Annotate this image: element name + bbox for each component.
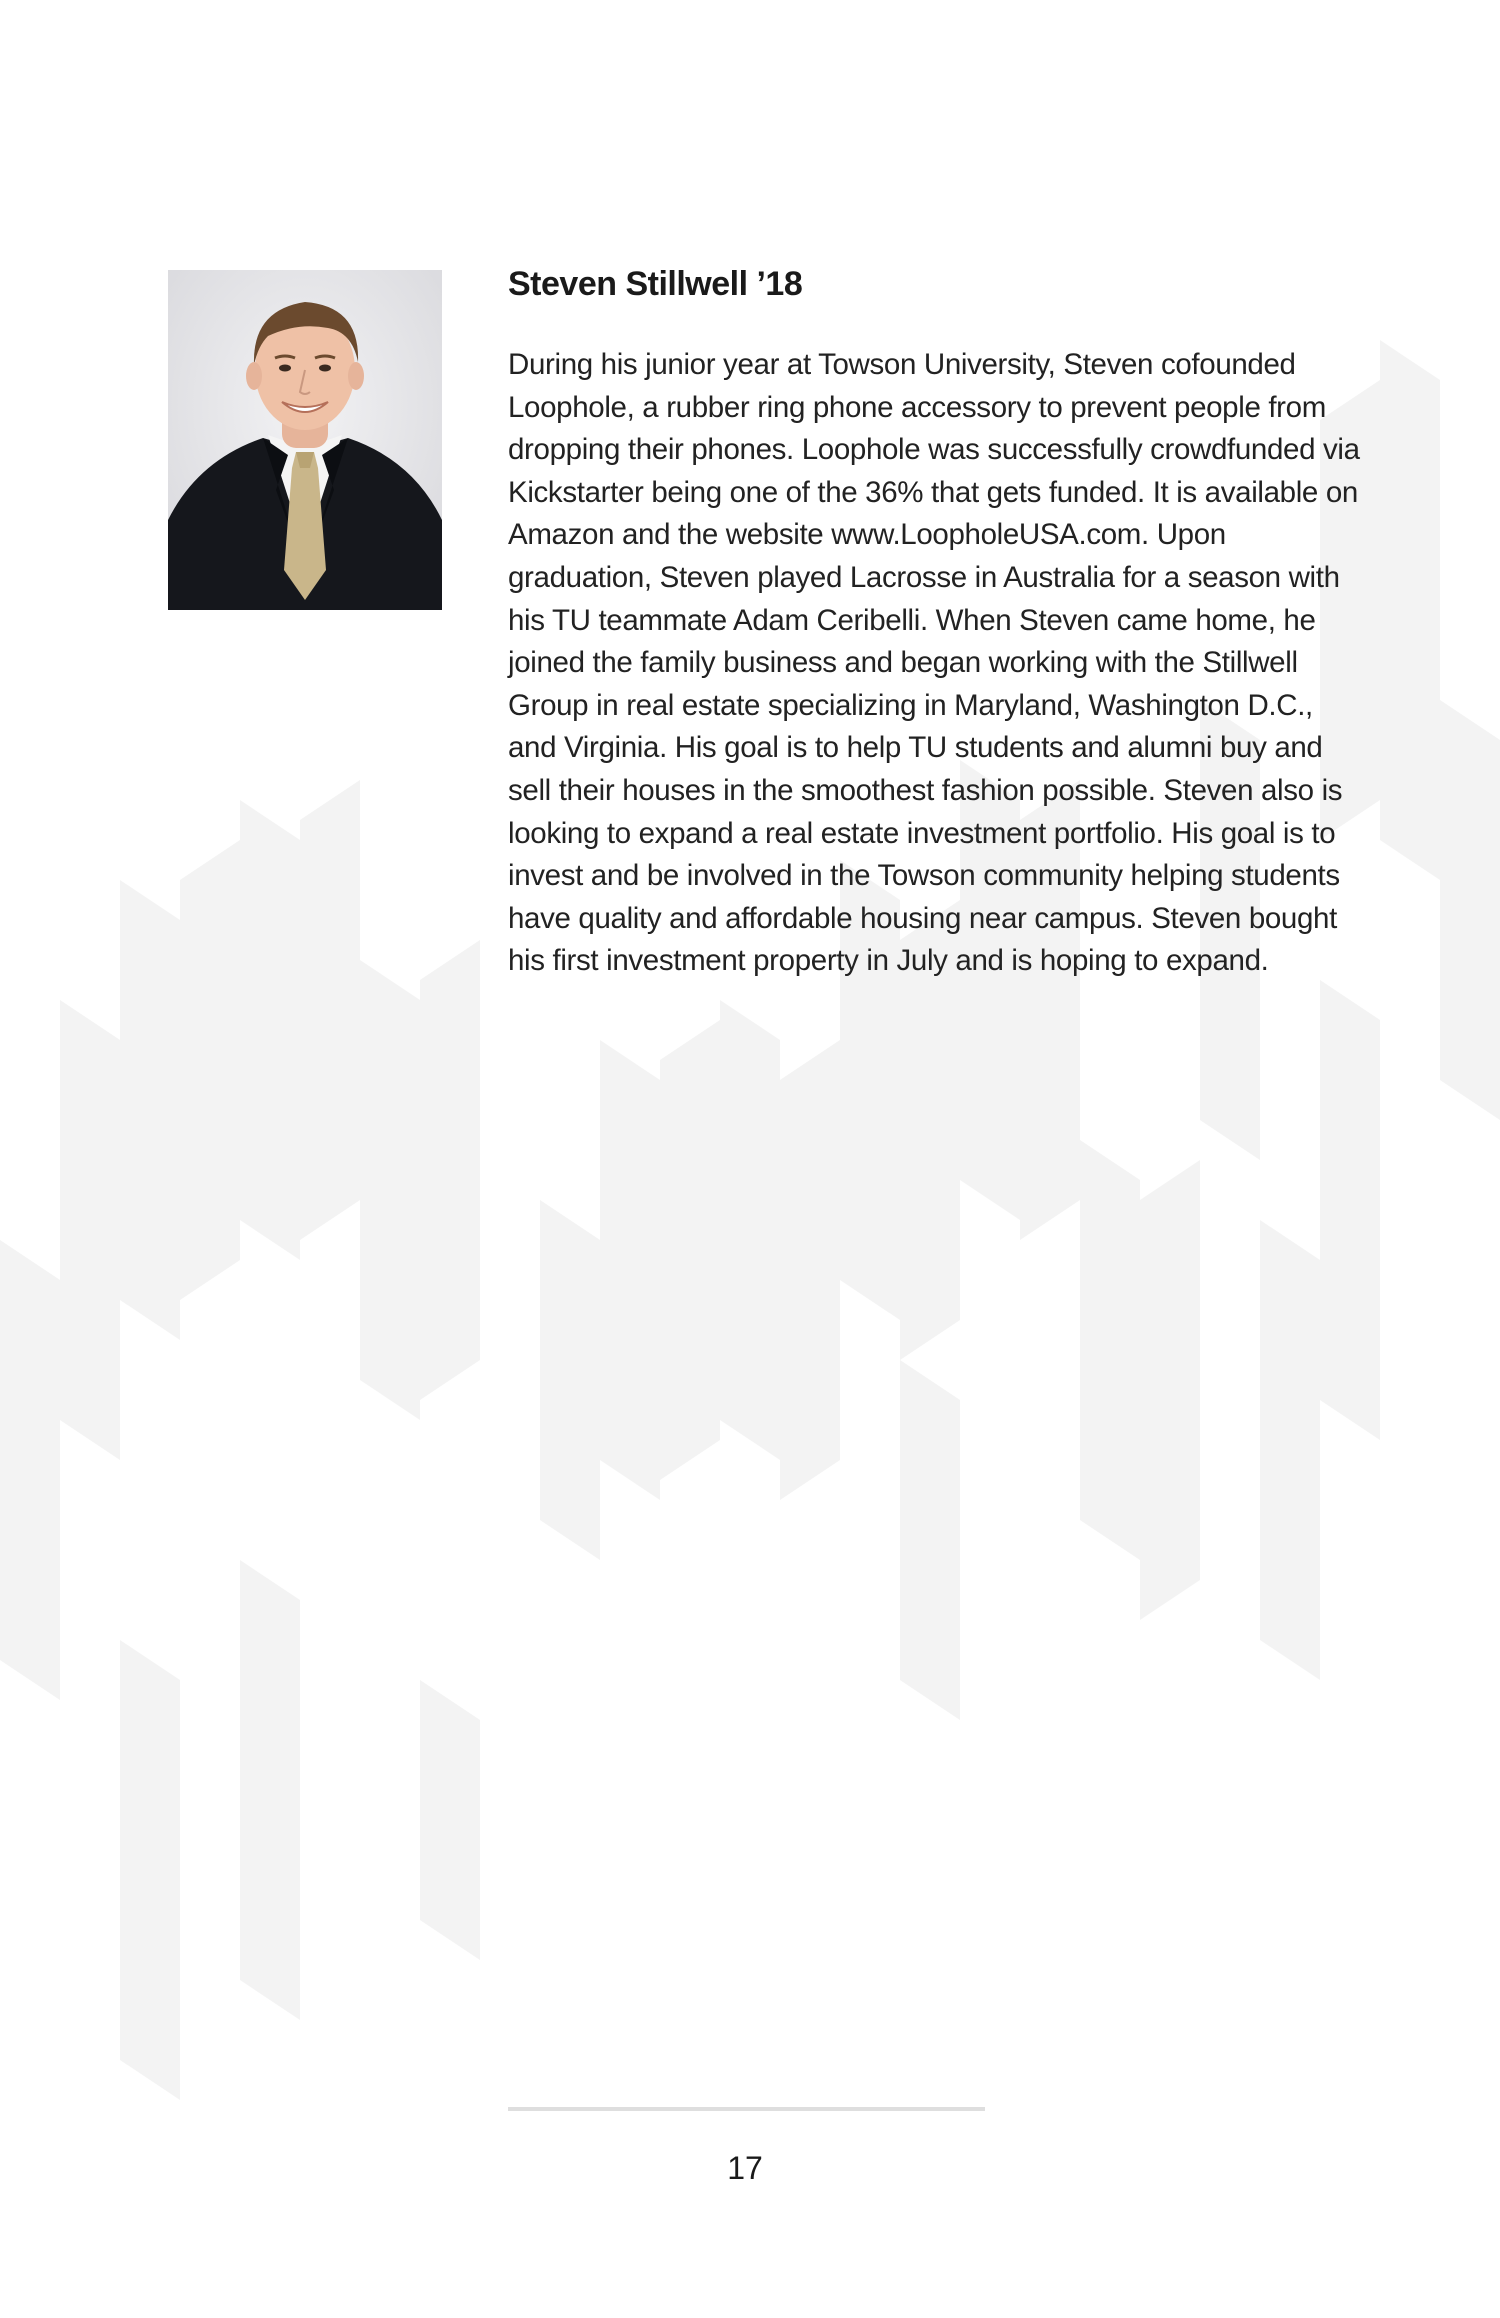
profile-name: Steven Stillwell ’18: [508, 265, 803, 303]
page-number: 17: [727, 2150, 763, 2186]
footer-divider: [508, 2107, 985, 2111]
profile-bio: During his junior year at Towson University, Steven cofounded Loophole, a rubber ring phone accessory to prevent people from dropping their phones. Loophole was successfully crowdfunded via Kickstarter being one of the 36% that gets funded. It is available on Amazon and the website www.LoopholeUSA.com. Upon graduation, Steven played Lacrosse in Australia for a season with his TU teammate Adam Ceribelli. When Steven came home, he joined the family business and began working with the Stillwell Group in real estate specializing in Maryland, Washington D.C., and Virginia. His goal is to help TU students and alumni buy and sell their houses in the smoothest fashion possible. Steven also is looking to expand a real estate investment portfolio. His goal is to invest and be involved in the Towson community helping students have quality and affordable housing near campus. Steven bought his first investment property in July and is hoping to expand.: [508, 348, 1360, 978]
portrait-illustration: [168, 270, 442, 610]
profile-photo: [168, 270, 442, 610]
